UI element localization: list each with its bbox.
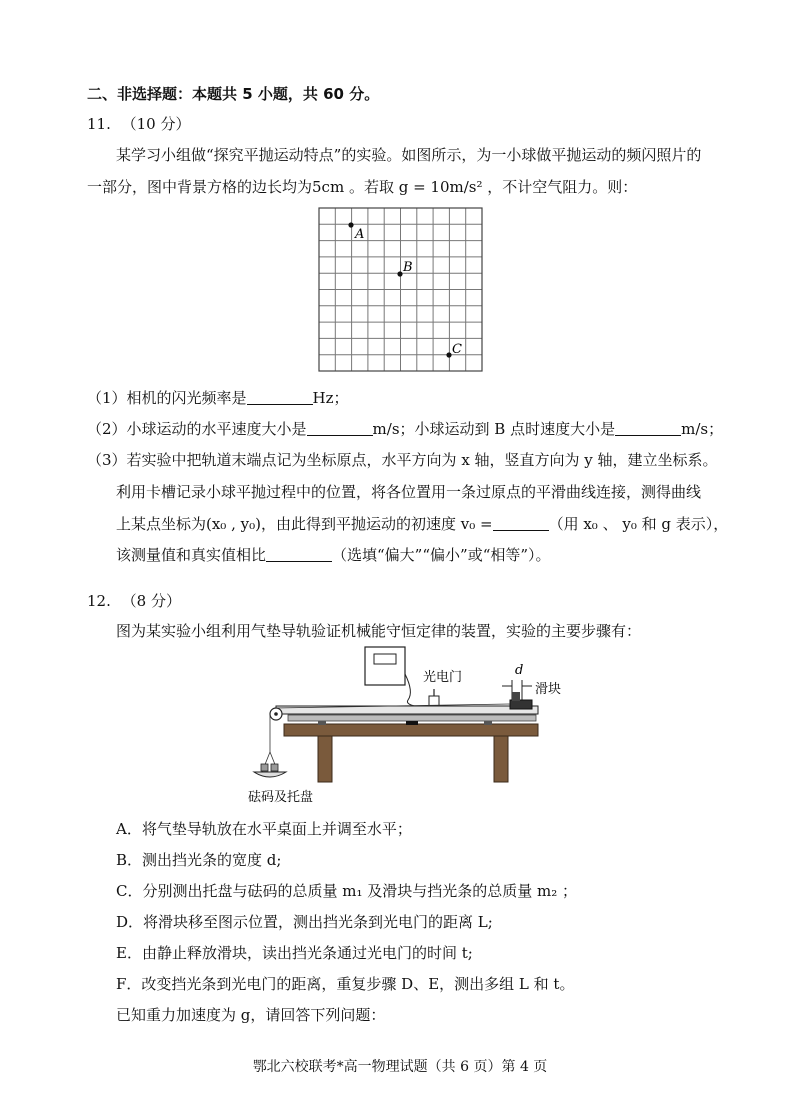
track-support-right <box>484 721 492 725</box>
weight-1 <box>261 764 268 771</box>
q11-part1 <box>87 387 349 409</box>
q11-part2-blank-a[interactable] <box>307 419 373 436</box>
page-footer: 鄂北六校联考*高一物理试题（共 6 页）第 4 页 <box>252 1059 548 1075</box>
q11-grid-figure <box>318 207 486 375</box>
q11-part2-unit: m/s； <box>681 420 724 438</box>
slider-label: 滑块 <box>535 682 562 697</box>
width-d-label: d <box>515 663 524 678</box>
q11-part2 <box>87 418 723 440</box>
q11-part3-line4 <box>116 544 551 566</box>
point-a-dot <box>348 222 353 227</box>
light-shield-strip <box>512 692 520 701</box>
table-leg-right <box>494 736 508 782</box>
weight-2 <box>271 764 278 771</box>
gate-label: 光电门 <box>423 670 463 685</box>
q12-intro: 图为某实验小组利用气垫导轨验证机械能守恒定律的装置，实验的主要步骤有： <box>116 622 642 640</box>
q11-part2-mid: m/s；小球运动到 B 点时速度大小是 <box>372 420 616 438</box>
point-b-label: B <box>403 260 413 275</box>
q12-number: 12. <box>87 592 111 610</box>
q11-part3-line3 <box>116 513 728 535</box>
pulley-axle <box>274 712 278 716</box>
q11-part1-unit: Hz； <box>312 389 349 407</box>
track-base <box>288 715 536 721</box>
q11-intro-line1: 某学习小组做“探究平抛运动特点”的实验。如图所示，为一小球做平抛运动的频闪照片的 <box>116 146 702 164</box>
q11-number: 11. <box>87 115 111 133</box>
timer-box <box>365 647 405 685</box>
q12-step-b: B．测出挡光条的宽度 d; <box>116 851 282 869</box>
tray-dish <box>254 772 286 777</box>
q11-part3-line1: （3）若实验中把轨道末端点记为坐标原点，水平方向为 x 轴，竖直方向为 y 轴，建立坐标系。 <box>87 451 718 469</box>
q11-part3-line4-text: 该测量值和真实值相比 <box>116 546 267 564</box>
q11-part2-text: （2）小球运动的水平速度大小是 <box>87 420 307 438</box>
point-c-dot <box>446 352 451 357</box>
q12-step-f: F．改变挡光条到光电门的距离，重复步骤 D、E，测出多组 L 和 t。 <box>116 975 575 993</box>
q11-part3-blank-compare[interactable] <box>266 545 332 562</box>
q12-step-c: C．分别测出托盘与砝码的总质量 m₁ 及滑块与挡光条的总质量 m₂ ； <box>116 882 578 900</box>
track-support-left <box>318 721 326 725</box>
track-support-center <box>406 721 418 725</box>
point-a-label: A <box>355 227 365 242</box>
q11-part1-text: （1）相机的闪光频率是 <box>87 389 247 407</box>
q11-intro-line2: 一部分，图中背景方格的边长均为5cm 。若取 g = 10m/s² ，不计空气阻力。则： <box>87 178 638 196</box>
q12-step-d: D．将滑块移至图示位置，测出挡光条到光电门的距离 L; <box>116 913 493 931</box>
q11-part2-blank-b[interactable] <box>615 419 681 436</box>
point-b-dot <box>397 271 402 276</box>
q11-part3-line2: 利用卡槽记录小球平抛过程中的位置，将各位置用一条过原点的平滑曲线连接，测得曲线 <box>116 483 702 501</box>
q12-step-a: A．将气垫导轨放在水平桌面上并调至水平； <box>116 820 412 838</box>
q12-step-e: E．由静止释放滑块，读出挡光条通过光电门的时间 t; <box>116 944 473 962</box>
q12-closing: 已知重力加速度为 g，请回答下列问题： <box>116 1006 386 1024</box>
q11-part1-blank[interactable] <box>247 388 313 405</box>
slider-block <box>510 700 532 709</box>
table-top <box>284 724 538 736</box>
q11-part3-blank-v0[interactable] <box>493 514 549 531</box>
q11-part3-line4-suffix: （选填“偏大”“偏小”或“相等”）。 <box>332 546 551 564</box>
timer-display <box>374 654 396 664</box>
q12-points: （8 分） <box>121 592 181 610</box>
q11-header <box>87 113 191 135</box>
weights-label: 砝码及托盘 <box>248 790 314 805</box>
q12-header <box>87 590 181 612</box>
q12-airtrack-figure <box>248 644 562 806</box>
q11-part3-line3-suffix: （用 x₀ 、 y₀ 和 g 表示）， <box>548 515 729 533</box>
point-c-label: C <box>452 342 462 357</box>
table-leg-left <box>318 736 332 782</box>
q11-part3-line3-text: 上某点坐标为(x₀ , y₀)，由此得到平抛运动的初速度 v₀ = <box>116 515 493 533</box>
q11-points: （10 分） <box>121 115 191 133</box>
section-title: 二、非选择题：本题共 5 小题，共 60 分。 <box>87 85 380 103</box>
